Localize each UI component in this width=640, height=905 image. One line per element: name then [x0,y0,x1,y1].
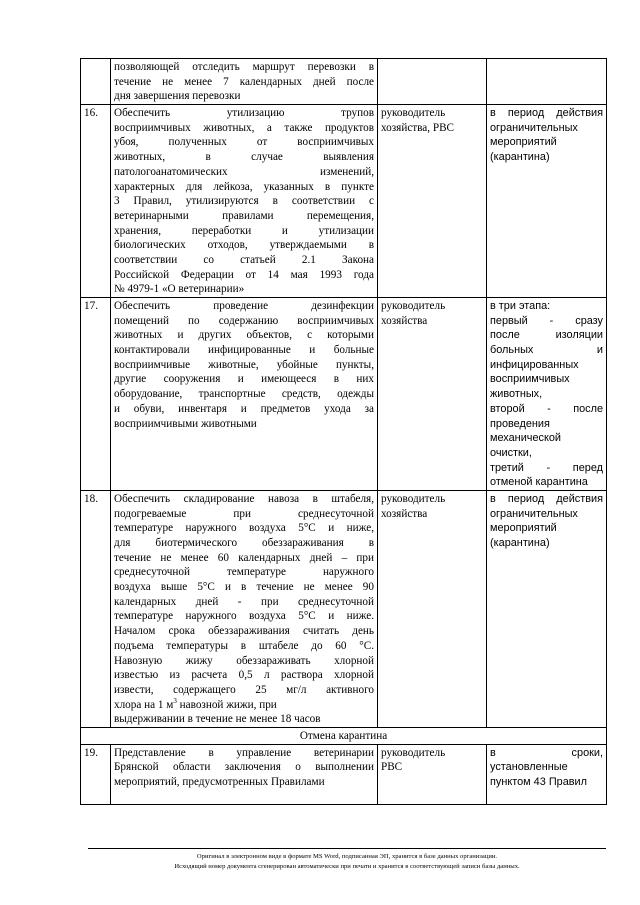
responsible-cell [378,59,487,105]
measure-text: Представление в управление ветеринарии Брянской области заключения о выполнении мероприятий, предусмотренных Правилами [111,744,378,805]
footer-line-2: Исходящий номер документа сгенерирован автоматически при печати и хранится в соответствующей записи базы данных. [174,863,520,870]
term-cell: в период действия ограничительных мероприятий (карантина) [487,105,607,298]
section-title: Отмена карантина [81,727,607,744]
row-number [81,59,111,105]
measure-text: Обеспечить складирование навоза в штабеля, подогреваемые при среднесуточной температуре наружного воздуха 5°С и ниже, для биотермического обеззараживания в течение не менее 60 календарных дней – при среднесуточной температуре наружного воздуха выше 5°С и в течение не менее 90 календарных дней - при среднесуточной температуре наружного воздуха 5°С и ниже. Началом срока обеззараживания считать день подъема температуры в штабеле до 60 °С. Навозную жижу обеззараживать хлорной известью из расчета 0,5 л раствора хлорной извести, содержащего 25 мг/л активного хлора на 1 $м^3$ навозной жижи, при выдерживании в течение не менее 18 часов [111,490,378,727]
footer-note [88,852,606,872]
responsible-cell: руководитель РВС [378,744,487,805]
term-cell: в период действия ограничительных мероприятий (карантина) [487,490,607,727]
table-row-19 [81,744,607,805]
table-row-17 [81,298,607,491]
section-row [81,727,607,744]
row-number: 18. [81,490,111,727]
row-number: 19. [81,744,111,805]
responsible-cell: руководитель хозяйства [378,298,487,491]
table-row-16 [81,105,607,298]
measures-table [80,58,607,805]
table-row-continuation [81,59,607,105]
measure-text: позволяющей отследить маршрут перевозки в течение не менее 7 календарных дней после дня завершения перевозки [111,59,378,105]
table-row-18 [81,490,607,727]
term-cell: в сроки, установленные пунктом 43 Правил [487,744,607,805]
term-cell: в три этапа: первый - сразу после изоляции больных и инфицированных восприимчивых животных, второй - после проведения механической очистки, третий - перед отменой карантина [487,298,607,491]
term-cell [487,59,607,105]
measure-text: Обеспечить проведение дезинфекции помещений по содержанию восприимчивых животных и других объектов, с которыми контактировали инфицированные и больные восприимчивые животные, убойные пункты, другие сооружения и имеющееся в них оборудование, транспортные средств, одежды и обуви, инвентаря и предметов ухода за восприимчивыми животными [111,298,378,491]
footer-divider [88,848,606,849]
manure-line: хлора на 1 $м^3$ навозной жижи, при [114,696,277,711]
row-number: 16. [81,105,111,298]
measure-text: Обеспечить утилизацию трупов восприимчивых животных, а также продуктов убоя, полученных от восприимчивых животных, в случае выявления патологоанатомических изменений, характерных для лейкоза, указанных в пункте 3 Правил, утилизируются в соответствии с ветеринарными правилами перемещения, хранения, переработки и утилизации биологических отходов, утверждаемыми в соответствии со статьей 2.1 Закона Российской Федерации от 14 мая 1993 года № 4979-1 «О ветеринарии» [111,105,378,298]
row-number: 17. [81,298,111,491]
responsible-cell: руководитель хозяйства [378,490,487,727]
responsible-cell: руководитель хозяйства, РВС [378,105,487,298]
footer-line-1: Оригинал в электронном виде в формате MS Word, подписанная ЭП, хранится в базе данных организации. [196,853,498,860]
